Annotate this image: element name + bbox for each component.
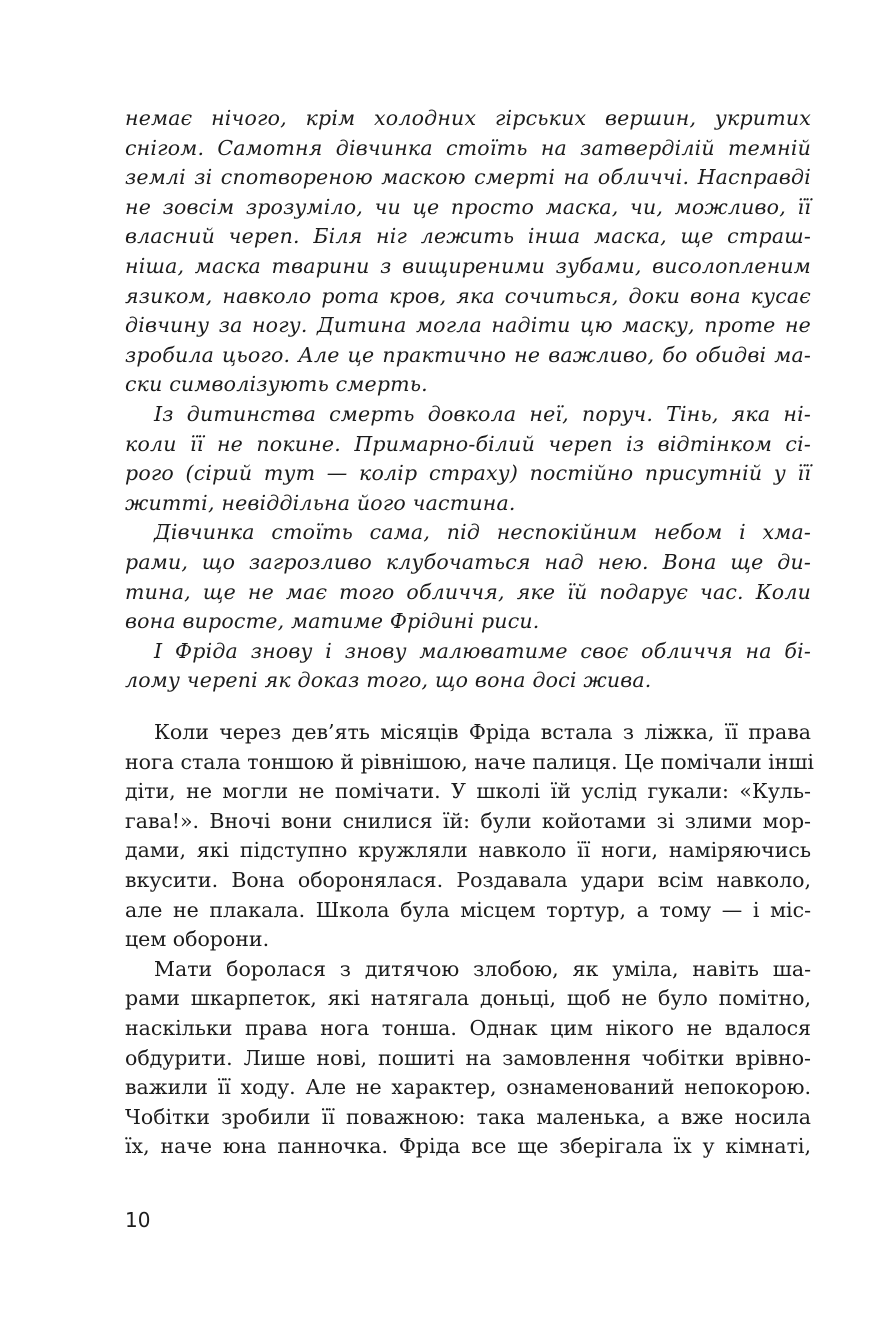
italic-paragraph — [125, 518, 811, 636]
page-number: 10 — [125, 1208, 151, 1232]
text-line: язиком, навколо рота кров, яка сочиться, доки вона кусає — [125, 283, 811, 308]
text-line: Дівчинка стоїть сама, під неспокійним небом і хма- — [154, 520, 811, 545]
text-line: рами, що загрозливо клубочаться над нею. Вона ще ди- — [125, 549, 811, 574]
text-line: Із дитинства смерть довкола неї, поруч. Тінь, яка ні- — [154, 401, 811, 426]
text-line: власний череп. Біля ніг лежить інша маска, ще страш- — [125, 224, 811, 249]
text-line: житті, невіддільна його частина. — [125, 490, 516, 515]
text-line: дівчину за ногу. Дитина могла надіти цю маску, проте не — [125, 313, 811, 338]
text-line: вкусити. Вона оборонялася. Роздавала удари всім навколо, — [125, 867, 811, 892]
text-line: рами шкарпеток, які натягала доньці, щоб не було помітно, — [125, 986, 811, 1011]
text-line: тина, ще не має того обличчя, яке їй подарує час. Коли — [125, 579, 811, 604]
main-text — [125, 718, 814, 1162]
text-line: І Фріда знову і знову малюватиме своє обличчя на бі- — [154, 638, 811, 663]
text-line: зробила цього. Але це практично не важливо, бо обидві ма- — [125, 342, 811, 367]
text-line: ніша, маска тварини з вищиреними зубами, висолопленим — [125, 253, 811, 278]
text-line: важили її ходу. Але не характер, ознаменований непокорою. — [125, 1075, 811, 1100]
text-line: ски символізують смерть. — [125, 372, 428, 397]
italic-passage — [125, 104, 811, 696]
text-line: але не плакала. Школа була місцем тортур, а тому — і міс- — [125, 897, 811, 922]
body-paragraph — [125, 955, 811, 1162]
body-paragraph — [125, 718, 814, 955]
text-line: лому черепі як доказ того, що вона досі жива. — [125, 668, 652, 693]
italic-paragraph — [125, 104, 811, 400]
text-line: їх, наче юна панночка. Фріда все ще зберігала їх у кімнаті, — [125, 1134, 811, 1159]
text-line: землі зі спотвореною маскою смерті на обличчі. Насправді — [125, 165, 811, 190]
italic-paragraph — [125, 637, 811, 696]
text-line: цем оборони. — [125, 927, 270, 952]
text-line: снігом. Самотня дівчинка стоїть на затверділій темній — [125, 135, 811, 160]
text-line: не зовсім зрозуміло, чи це просто маска, чи, можливо, її — [125, 194, 811, 219]
text-line: вона виросте, матиме Фрідині риси. — [125, 609, 540, 634]
text-line: обдурити. Лише нові, пошиті на замовлення чобітки врівно- — [125, 1045, 811, 1070]
text-line: гава!». Вночі вони снилися їй: були койотами зі злими мор- — [125, 808, 811, 833]
text-line: рого (сірий тут — колір страху) постійно присутній у її — [125, 461, 811, 486]
text-line: Чобітки зробили її поважною: така маленька, а вже носила — [125, 1104, 811, 1129]
text-line: Мати боролася з дитячою злобою, як уміла, навіть ша- — [154, 956, 811, 981]
text-line: нога стала тоншою й рівнішою, наче палиця. Це помічали інші — [125, 749, 814, 774]
text-line: дами, які підступно кружляли навколо її ноги, наміряючись — [125, 838, 811, 863]
text-line: немає нічого, крім холодних гірських вершин, укритих — [125, 106, 811, 130]
text-line: наскільки права нога тонша. Однак цим нікого не вдалося — [125, 1015, 811, 1040]
text-line: коли її не покине. Примарно-білий череп із відтінком сі- — [125, 431, 811, 456]
text-line: Коли через дев’ять місяців Фріда встала з ліжка, її права — [154, 720, 811, 744]
italic-paragraph — [125, 400, 811, 518]
text-line: діти, не могли не помічати. У школі їй услід гукали: «Куль- — [125, 779, 811, 804]
